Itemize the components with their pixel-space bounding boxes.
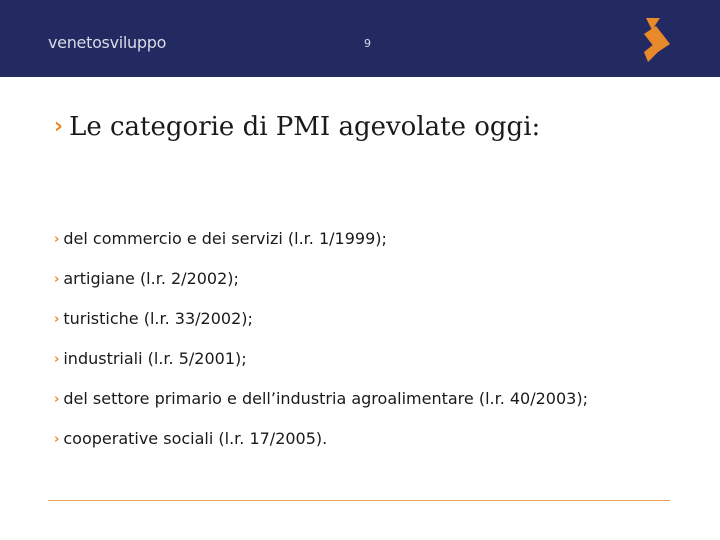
slide-title-text: Le categorie di PMI agevolate oggi:	[69, 112, 541, 142]
header-bar	[0, 0, 720, 77]
list-item-text: del settore primario e dell’industria agroalimentare (l.r. 40/2003);	[63, 389, 588, 408]
list-item-text: industriali (l.r. 5/2001);	[63, 349, 247, 368]
brand-name: venetosviluppo	[48, 33, 167, 52]
list-item	[54, 424, 654, 456]
chevron-right-icon: ›	[54, 272, 60, 287]
chevron-right-icon: ›	[54, 392, 60, 407]
list-item-text: del commercio e dei servizi (l.r. 1/1999);	[63, 229, 387, 248]
list-item-text: cooperative sociali (l.r. 17/2005).	[63, 429, 328, 448]
chevron-right-icon: ›	[54, 312, 60, 327]
list-item	[54, 384, 654, 416]
chevron-right-icon: ›	[54, 352, 60, 367]
list-item	[54, 344, 654, 376]
footer-divider	[48, 500, 670, 501]
list-item-text: artigiane (l.r. 2/2002);	[63, 269, 239, 288]
list-item	[54, 304, 654, 336]
page-number: 9	[364, 37, 371, 50]
list-item-text: turistiche (l.r. 33/2002);	[63, 309, 253, 328]
slide-title	[54, 112, 540, 142]
venetosviluppo-logo-icon	[640, 16, 674, 64]
chevron-right-icon: ›	[54, 432, 60, 447]
chevron-right-icon: ›	[54, 232, 60, 247]
list-item	[54, 264, 654, 296]
chevron-right-icon: ›	[54, 114, 64, 139]
category-list	[54, 224, 654, 464]
list-item	[54, 224, 654, 256]
